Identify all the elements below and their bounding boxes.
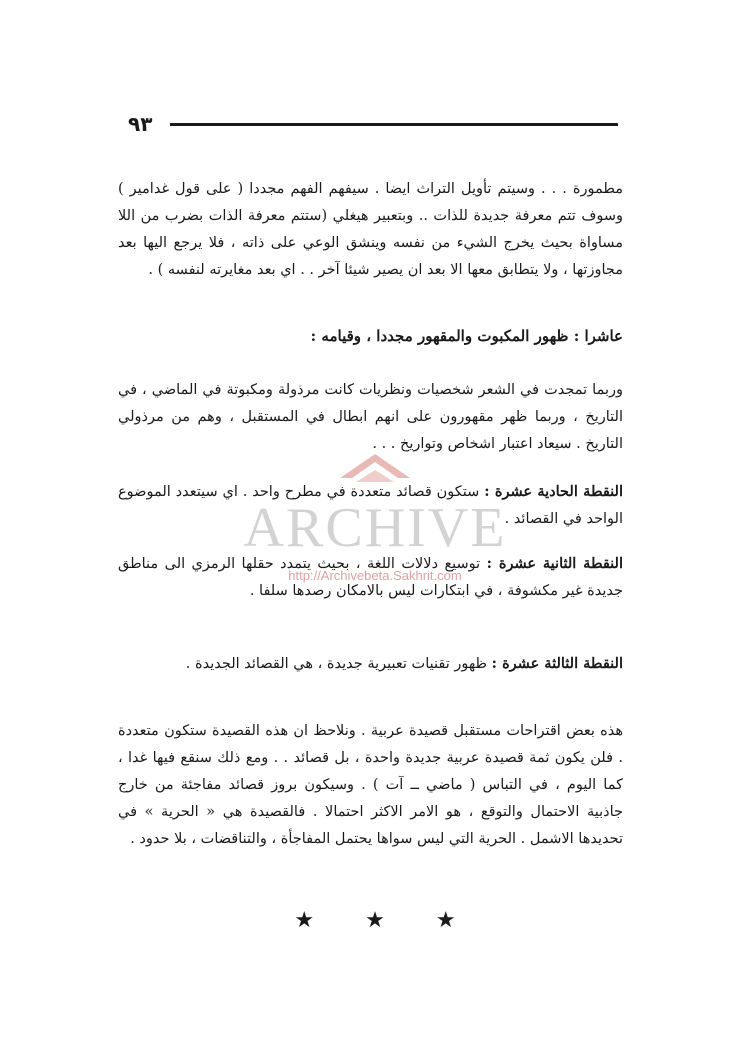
point-twelve-label: النقطة الثانية عشرة : (486, 555, 623, 572)
point-twelve-text: توسيع دلالات اللغة ، بحيث يتمدد حقلها الرمزي الى مناطق جديدة غير مكشوفة ، في ابتكارات ليس بالامكان رصدها سلفا . (118, 556, 623, 599)
point-thirteen-text: ظهور تقنيات تعبيرية جديدة ، هي القصائد الجديدة . (185, 656, 492, 672)
point-eleven-paragraph (118, 478, 623, 533)
page-number: ٩٣ (128, 112, 153, 136)
point-thirteen-paragraph (118, 650, 623, 678)
conclusion-paragraph: هذه بعض اقتراحات مستقبل قصيدة عربية . ونلاحظ ان هذه القصيدة ستكون متعددة . فلن يكون ثمة قصيدة عربية جديدة واحدة ، بل قصائد . . ومع ذلك سنقع فيها غدا ، كما اليوم ، في التباس ( ماضي ــ آت ) . وسيكون بروز قصائد مفاجئة من خارج جاذبية الاحتمال والتوقع ، هو الامر الاكثر احتمالا . فالقصيدة هي « الحرية » في تحديدها الاشمل . الحرية التي ليس سواها يحتمل المفاجأة ، والتناقضات ، بلا حدود . (118, 723, 623, 847)
header-rule (170, 123, 618, 126)
section-heading-tenth: عاشرا : ظهور المكبوت والمقهور مجددا ، وقيامه : (310, 327, 623, 345)
page-header (128, 112, 618, 136)
star-icon: ★ (294, 908, 315, 933)
point-twelve-paragraph (118, 550, 623, 605)
watermark-title: ARCHIVE (243, 497, 507, 559)
section-tenth-paragraph: وربما تمجدت في الشعر شخصيات ونظريات كانت مرذولة ومكبوتة في الماضي ، في التاريخ ، وربما ظهر مقهورون على انهم ابطال في المستقبل ، وهم من مرذولي التاريخ . سيعاد اعتبار اشخاص وتواريخ . . . (118, 382, 623, 452)
point-eleven-label: النقطة الحادية عشرة : (484, 483, 623, 500)
star-icon: ★ (365, 908, 385, 933)
point-eleven-text: ستكون قصائد متعددة في مطرح واحد . اي سيتعدد الموضوع الواحد في القصائد . (118, 484, 623, 527)
section-divider-stars (0, 908, 750, 933)
point-thirteen-label: النقطة الثالثة عشرة : (491, 655, 623, 672)
watermark-url: http://Archivebeta.Sakhrit.com (288, 568, 462, 583)
star-icon: ★ (435, 908, 456, 933)
intro-paragraph: مطمورة . . . وسيتم تأويل التراث ايضا . سيفهم الفهم مجددا ( على قول غدامير ) وسوف تتم معرفة جديدة للذات .. وبتعبير هيغلي (ستتم معرفة الذات بضرب من اللا مساواة بحيث يخرج الشيء من نفسه وينشق الوعي على ذاته ، فلا يرجع اليها بعد مجاوزتها ، ولا يتطابق معها الا بعد ان يصير شيئا آخر . . اي بعد مغايرته لنفسه ) . (118, 181, 623, 278)
